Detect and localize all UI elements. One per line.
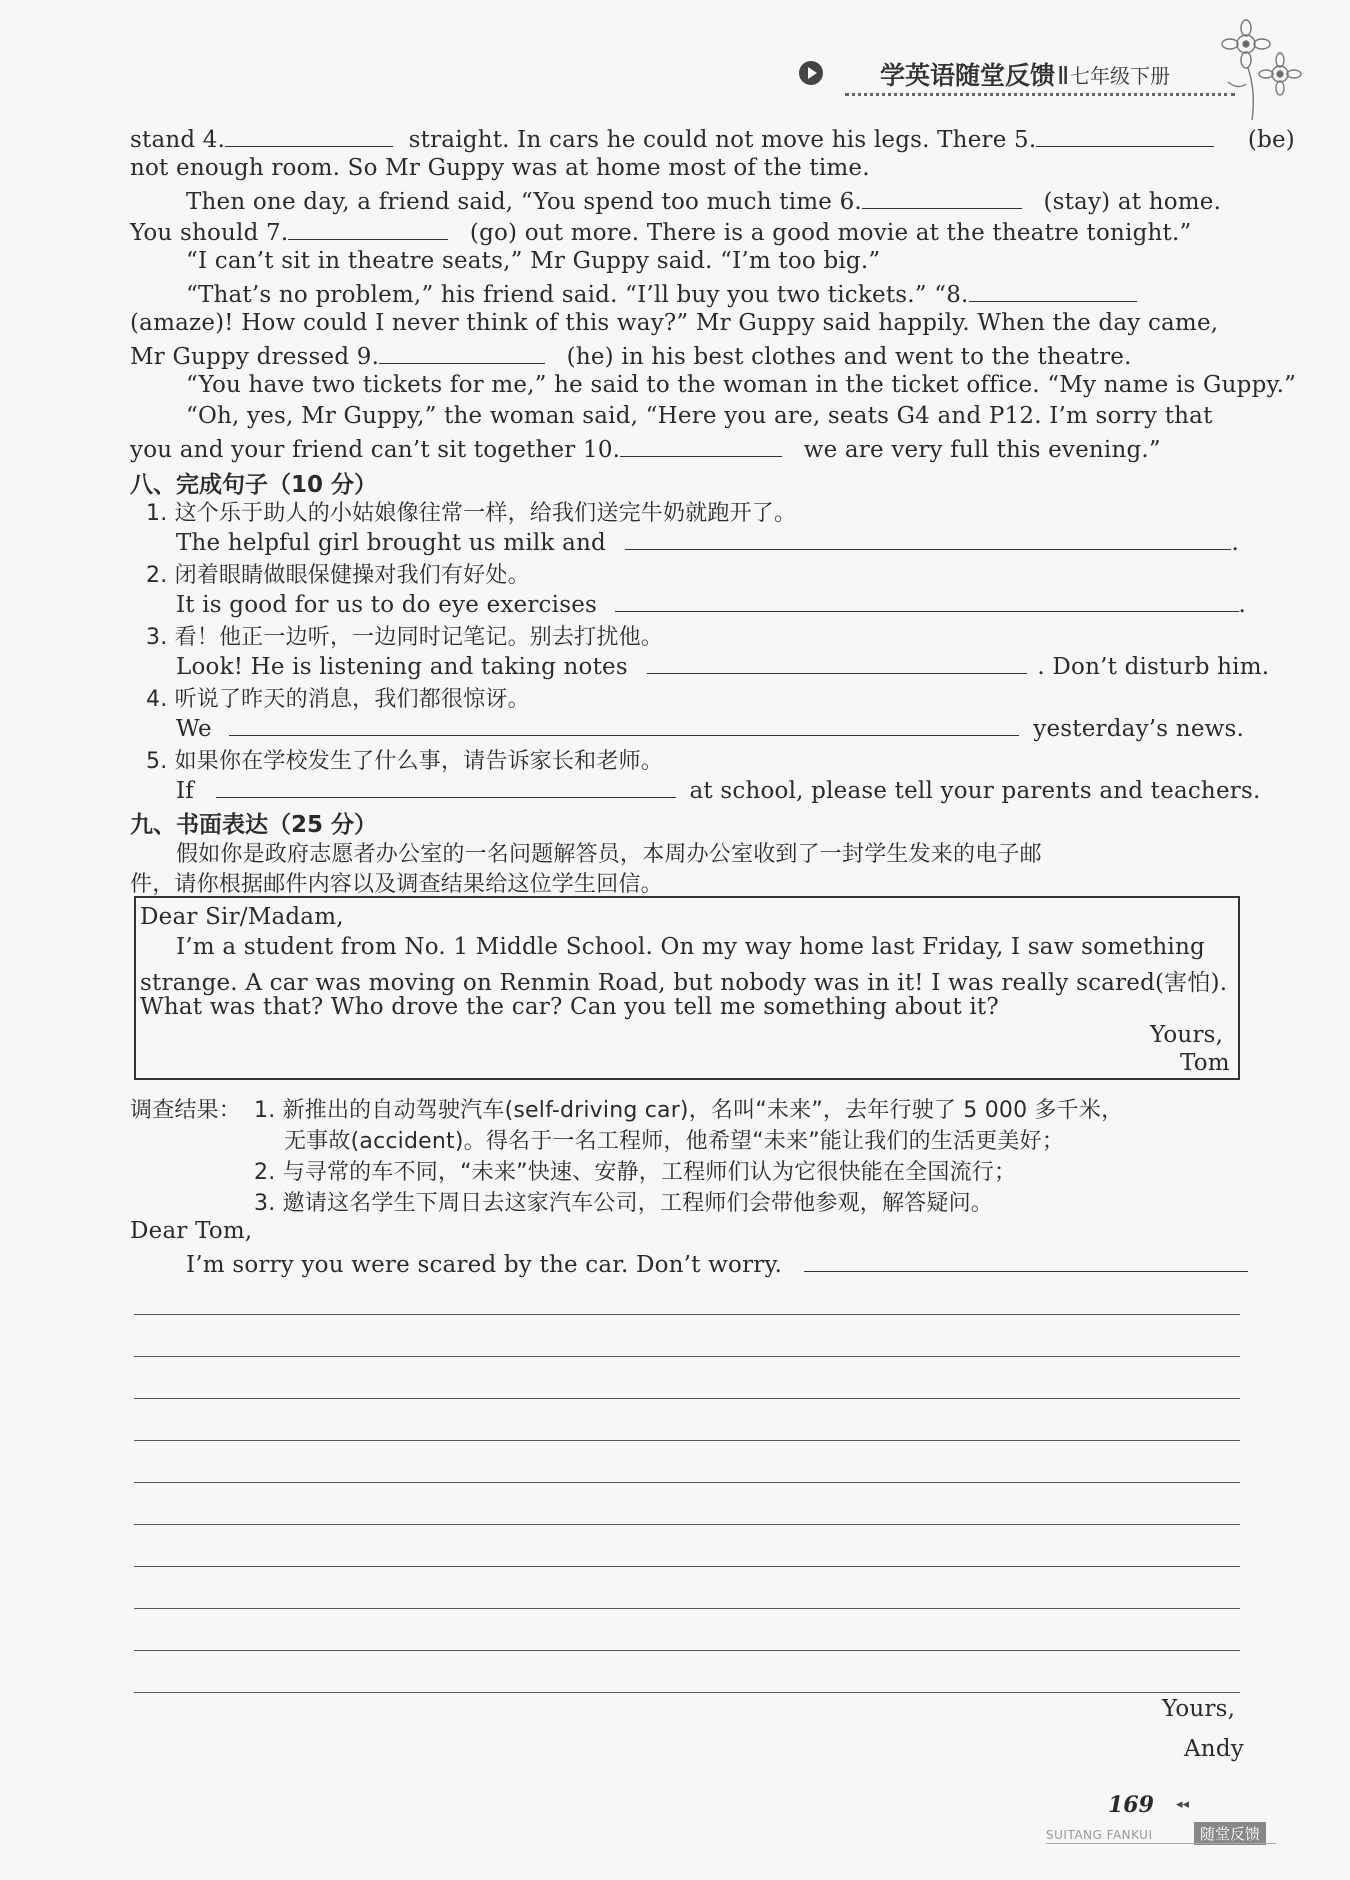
- writing-line[interactable]: [134, 1482, 1240, 1483]
- reply-start: I’m sorry you were scared by the car. Don’t worry.: [186, 1252, 783, 1278]
- writing-line[interactable]: [134, 1398, 1240, 1399]
- survey-item: 1. 新推出的自动驾驶汽车(self-driving car)，名叫“未来”，去年行驶了 5 000 多千米，: [254, 1098, 1124, 1123]
- passage-text: You should 7.: [130, 220, 289, 246]
- blank-9[interactable]: [379, 341, 545, 364]
- answer-line-3[interactable]: [647, 651, 1027, 674]
- writing-line[interactable]: [134, 1650, 1240, 1651]
- email-body: strange. A car was moving on Renmin Road, but nobody was in it! I was really scared(害怕).: [140, 970, 1228, 996]
- survey-item: 无事故(accident)。得名于一名工程师，他希望“未来”能让我们的生活更美好；: [284, 1129, 1065, 1154]
- passage-text: “That’s no problem,” his friend said. “I’ll buy you two tickets.” “8.: [186, 282, 969, 308]
- section-heading: 八、完成句子（10 分）: [130, 472, 378, 498]
- reply-greeting: Dear Tom,: [130, 1218, 253, 1244]
- question-en-end: .: [1238, 592, 1247, 618]
- passage-text: Then one day, a friend said, “You spend too much time 6.: [186, 189, 862, 215]
- footer-brand-en: SUITANG FANKUI: [1046, 1828, 1153, 1842]
- question-cn: 5. 如果你在学校发生了什么事，请告诉家长和老师。: [146, 749, 663, 774]
- passage-text: “You have two tickets for me,” he said to the woman in the ticket office. “My name is Guppy.”: [186, 372, 1297, 398]
- question-cn: 2. 闭着眼睛做眼保健操对我们有好处。: [146, 563, 530, 588]
- header-edition: Ⅱ: [1057, 61, 1070, 90]
- question-en-end: .: [1231, 530, 1239, 556]
- blank-4[interactable]: [225, 124, 393, 147]
- passage-text: (he) in his best clothes and went to the theatre.: [566, 344, 1132, 370]
- question-en: It is good for us to do eye exercises: [176, 592, 598, 618]
- writing-line[interactable]: [134, 1692, 1240, 1693]
- writing-line[interactable]: [804, 1249, 1248, 1272]
- writing-line[interactable]: [134, 1566, 1240, 1567]
- writing-line[interactable]: [134, 1608, 1240, 1609]
- writing-line[interactable]: [134, 1314, 1240, 1315]
- blank-10[interactable]: [620, 434, 782, 457]
- section-intro: 假如你是政府志愿者办公室的一名问题解答员，本周办公室收到了一封学生发来的电子邮: [176, 842, 1042, 867]
- question-en-end: . Don’t disturb him.: [1037, 654, 1270, 680]
- reply-closing: Yours,: [1162, 1696, 1236, 1722]
- section-intro: 件，请你根据邮件内容以及调查结果给这位学生回信。: [130, 872, 663, 897]
- email-closing: Yours,: [1150, 1022, 1224, 1048]
- flower-decoration-icon: [1208, 12, 1308, 127]
- header-dotted-rule: [845, 93, 1235, 96]
- writing-line[interactable]: [134, 1524, 1240, 1525]
- footer-rule: [1046, 1843, 1276, 1844]
- answer-line-2[interactable]: [615, 589, 1239, 612]
- email-body: I’m a student from No. 1 Middle School. On my way home last Friday, I saw something: [176, 934, 1205, 960]
- passage-text: (go) out more. There is a good movie at the theatre tonight.”: [469, 220, 1192, 246]
- passage-text: “Oh, yes, Mr Guppy,” the woman said, “Here you are, seats G4 and P12. I’m sorry that: [186, 403, 1213, 429]
- survey-item: 2. 与寻常的车不同，“未来”快速、安静，工程师们认为它很快能在全国流行；: [254, 1160, 1017, 1185]
- question-en: The helpful girl brought us milk and: [176, 530, 606, 556]
- section-heading: 九、书面表达（25 分）: [130, 812, 378, 838]
- passage-text: not enough room. So Mr Guppy was at home most of the time.: [130, 155, 870, 181]
- question-en-end: yesterday’s news.: [1033, 716, 1245, 742]
- answer-line-1[interactable]: [625, 527, 1231, 550]
- passage-text: (stay) at home.: [1043, 189, 1222, 215]
- passage-text: we are very full this evening.”: [803, 437, 1161, 463]
- answer-line-4[interactable]: [229, 713, 1019, 736]
- passage-text: “I can’t sit in theatre seats,” Mr Guppy said. “I’m too big.”: [186, 248, 881, 274]
- survey-item: 3. 邀请这名学生下周日去这家汽车公司，工程师们会带他参观，解答疑问。: [254, 1191, 993, 1216]
- question-en: Look! He is listening and taking notes: [176, 654, 628, 680]
- question-cn: 4. 听说了昨天的消息，我们都很惊讶。: [146, 687, 530, 712]
- email-signature: Tom: [1180, 1050, 1230, 1076]
- blank-8[interactable]: [969, 279, 1137, 302]
- question-en: If: [176, 778, 194, 804]
- reply-signature: Andy: [1184, 1736, 1244, 1762]
- question-en: We: [176, 716, 212, 742]
- answer-line-5[interactable]: [216, 775, 676, 798]
- writing-line[interactable]: [134, 1356, 1240, 1357]
- header-title: 学英语随堂反馈: [880, 61, 1056, 90]
- passage-text: (be): [1247, 127, 1295, 153]
- play-icon: [798, 60, 824, 86]
- blank-7[interactable]: [288, 217, 448, 240]
- survey-label: 调查结果：: [130, 1098, 242, 1123]
- passage-text: straight. In cars he could not move his legs. There 5.: [408, 127, 1037, 153]
- question-cn: 3. 看！他正一边听，一边同时记笔记。别去打扰他。: [146, 625, 663, 650]
- passage-text: stand 4.: [130, 127, 226, 153]
- passage-text: you and your friend can’t sit together 10.: [130, 437, 621, 463]
- blank-5[interactable]: [1036, 124, 1214, 147]
- blank-6[interactable]: [862, 186, 1022, 209]
- page-number: 169: [1108, 1792, 1154, 1818]
- email-body: What was that? Who drove the car? Can you tell me something about it?: [140, 994, 999, 1020]
- header-grade: 七年级下册: [1070, 64, 1170, 88]
- footer-brand-cn: 随堂反馈: [1194, 1822, 1266, 1845]
- question-en-end: at school, please tell your parents and teachers.: [689, 778, 1261, 804]
- double-arrow-left-icon: ◂◂: [1176, 1797, 1190, 1812]
- email-greeting: Dear Sir/Madam,: [140, 904, 344, 930]
- writing-line[interactable]: [134, 1440, 1240, 1441]
- passage-text: (amaze)! How could I never think of this way?” Mr Guppy said happily. When the day came,: [130, 310, 1219, 336]
- passage-text: Mr Guppy dressed 9.: [130, 344, 380, 370]
- question-cn: 1. 这个乐于助人的小姑娘像往常一样，给我们送完牛奶就跑开了。: [146, 501, 797, 526]
